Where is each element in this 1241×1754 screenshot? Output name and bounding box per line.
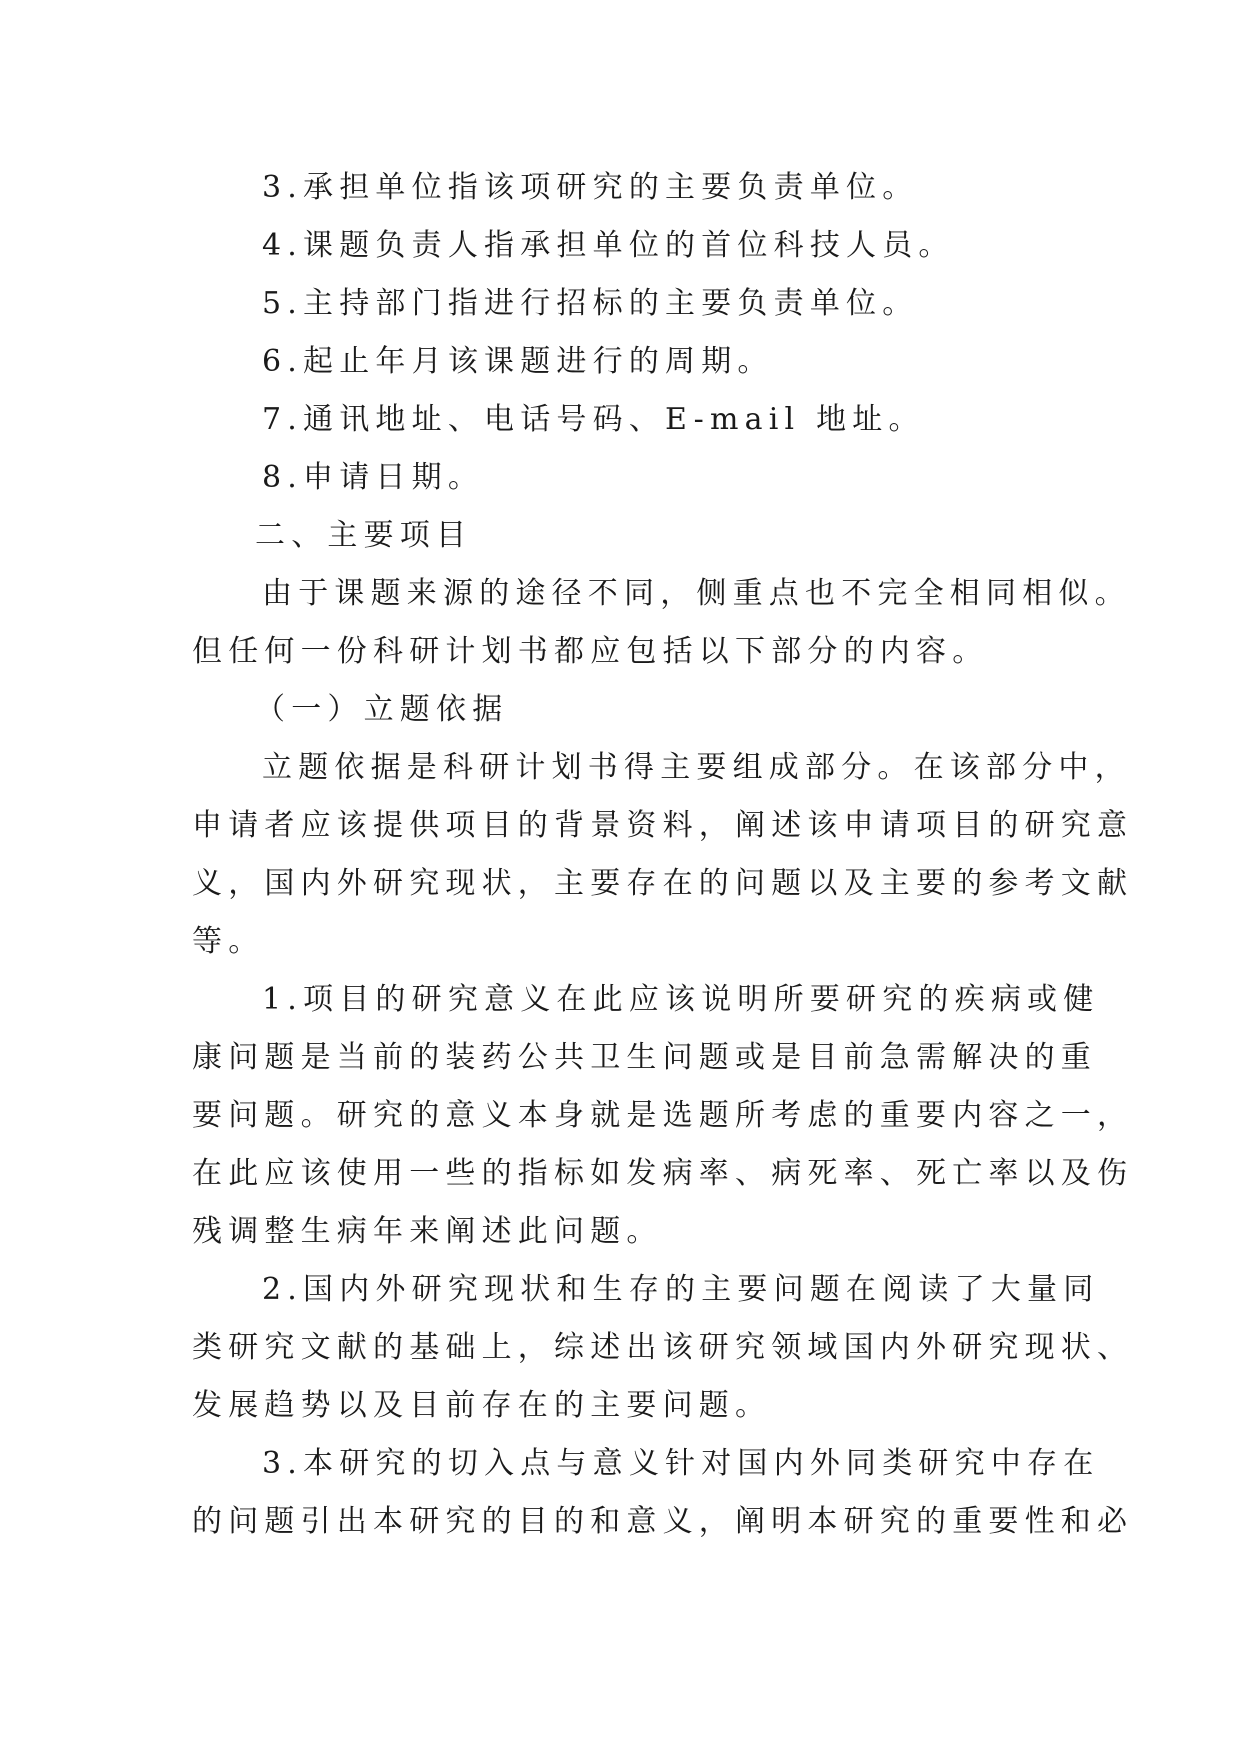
text-line: 8.申请日期。 — [262, 460, 485, 495]
text-line: 类研究文献的基础上，综述出该研究领域国内外研究现状、 — [192, 1330, 1134, 1365]
text-line: 但任何一份科研计划书都应包括以下部分的内容。 — [192, 634, 989, 669]
text-line: 7.通讯地址、电话号码、E-mail 地址。 — [262, 402, 925, 437]
section-heading: 二、主要项目 — [255, 518, 473, 553]
text-line: 由于课题来源的途径不同，侧重点也不完全相同相似。 — [262, 576, 1131, 611]
text-line: 在此应该使用一些的指标如发病率、病死率、死亡率以及伤 — [192, 1156, 1134, 1191]
text-line: 3.承担单位指该项研究的主要负责单位。 — [262, 170, 919, 205]
text-line: 3.本研究的切入点与意义针对国内外同类研究中存在 — [262, 1446, 1100, 1481]
text-line: 义，国内外研究现状，主要存在的问题以及主要的参考文献 — [192, 866, 1134, 901]
text-line: 2.国内外研究现状和生存的主要问题在阅读了大量同 — [262, 1272, 1100, 1307]
text-line: 6.起止年月该课题进行的周期。 — [262, 344, 774, 379]
text-line: 4.课题负责人指承担单位的首位科技人员。 — [262, 228, 955, 263]
text-line: 发展趋势以及目前存在的主要问题。 — [192, 1388, 772, 1423]
text-line: 要问题。研究的意义本身就是选题所考虑的重要内容之一， — [192, 1098, 1134, 1133]
text-line: 的问题引出本研究的目的和意义，阐明本研究的重要性和必 — [192, 1504, 1134, 1539]
text-line: 残调整生病年来阐述此问题。 — [192, 1214, 663, 1249]
text-line: 立题依据是科研计划书得主要组成部分。在该部分中， — [262, 750, 1131, 785]
subsection-heading: （一）立题依据 — [255, 692, 509, 727]
text-line: 康问题是当前的装药公共卫生问题或是目前急需解决的重 — [192, 1040, 1097, 1075]
text-line: 等。 — [192, 924, 265, 959]
text-line: 1.项目的研究意义在此应该说明所要研究的疾病或健 — [262, 982, 1100, 1017]
text-line: 申请者应该提供项目的背景资料，阐述该申请项目的研究意 — [192, 808, 1134, 843]
text-line: 5.主持部门指进行招标的主要负责单位。 — [262, 286, 919, 321]
